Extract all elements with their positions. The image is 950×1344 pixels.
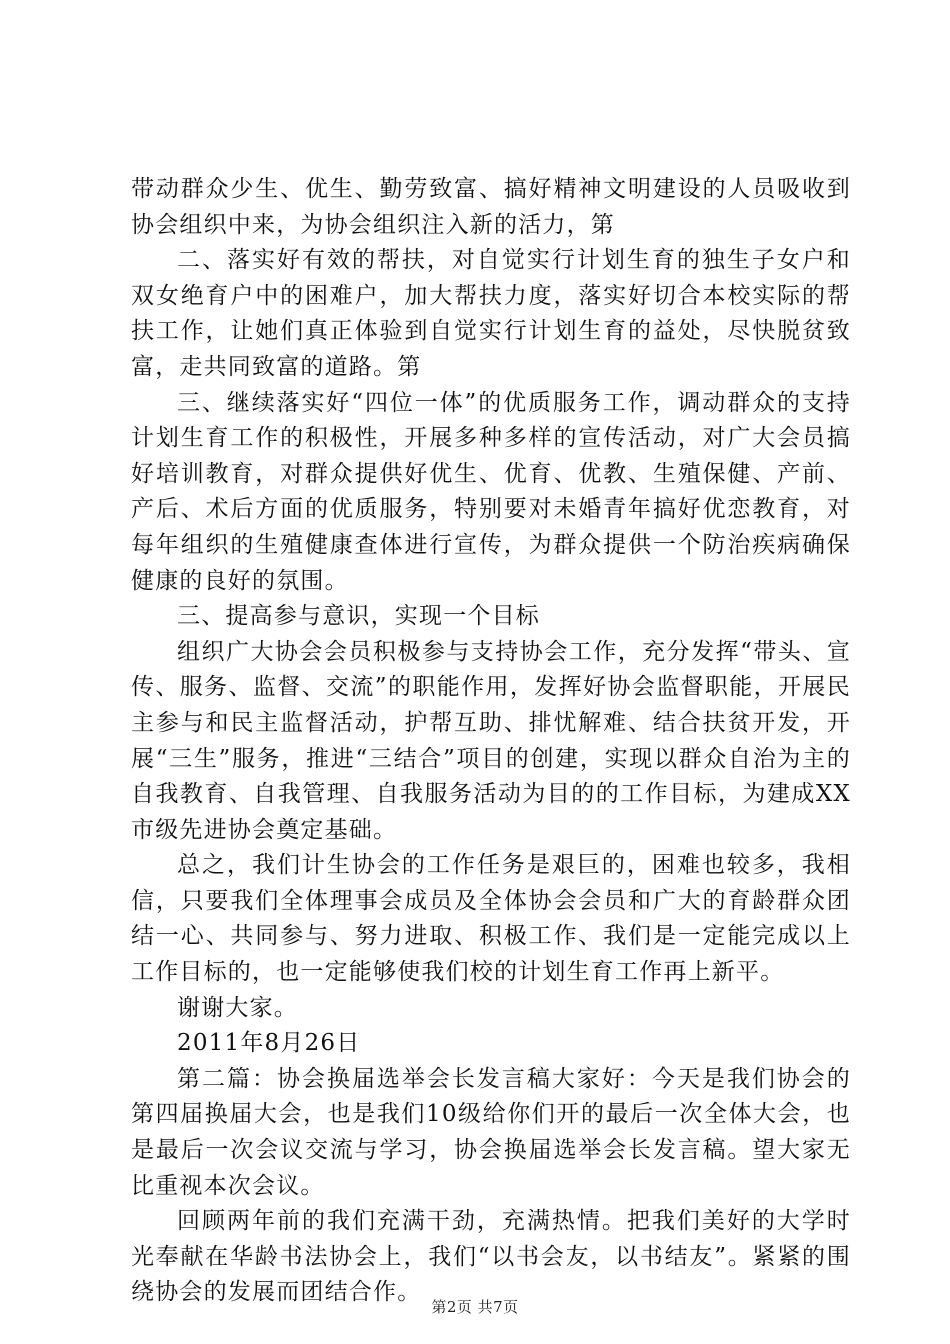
paragraph-continuation: 带动群众少生、优生、勤劳致富、搞好精神文明建设的人员吸收到协会组织中来，为协会组织注入新的活力，第 (131, 176, 851, 238)
paragraph-second-article: 第二篇：协会换届选举会长发言稿大家好：今天是我们协会的第四届换届大会，也是我们10级给你们开的最后一次全体大会，也是最后一次会议交流与学习，协会换届选举会长发言稿。望大家无比重视本次会议。 (131, 1065, 851, 1199)
paragraph-participation: 组织广大协会会员积极参与支持协会工作，充分发挥“带头、宣传、服务、监督、交流”的职能作用，发挥好协会监督职能，开展民主参与和民主监督活动，护帮互助、排忧解难、结合扶贫开发，开展“三生”服务，推进“三结合”项目的创建，实现以群众自治为主的自我教育、自我管理、自我服务活动为目的的工作目标，为建成XX市级先进协会奠定基础。 (131, 638, 851, 843)
paragraph-summary: 总之，我们计生协会的工作任务是艰巨的，困难也较多，我相信，只要我们全体理事会成员及全体协会会员和广大的育龄群众团结一心、共同参与、努力进取、积极工作、我们是一定能完成以上工作目标的，也一定能够使我们校的计划生育工作再上新平。 (131, 852, 851, 986)
paragraph-quality-service: 三、继续落实好“四位一体”的优质服务工作，调动群众的支持计划生育工作的积极性，开展多种多样的宣传活动，对广大会员搞好培训教育，对群众提供好优生、优育、优教、生殖保健、产前、产后、术后方面的优质服务，特别要对未婚青年搞好优恋教育，对每年组织的生殖健康查体进行宣传，为群众提供一个防治疾病确保健康的良好的氛围。 (131, 389, 851, 594)
page-number-footer: 第2页 共7页 (431, 1298, 519, 1316)
paragraph-assistance: 二、落实好有效的帮扶，对自觉实行计划生育的独生子女户和双女绝育户中的困难户，加大帮扶力度，落实好切合本校实际的帮扶工作，让她们真正体验到自觉实行计划生育的益处，尽快脱贫致富，走共同致富的道路。第 (131, 247, 851, 380)
section-heading: 三、提高参与意识，实现一个目标 (177, 603, 540, 630)
paragraph-thanks: 谢谢大家。 (177, 994, 298, 1021)
paragraph-date: 2011年8月26日 (177, 1030, 361, 1057)
paragraph-review: 回顾两年前的我们充满干劲，充满热情。把我们美好的大学时光奉献在华龄书法协会上，我们“以书会友，以书结友”。紧紧的围绕协会的发展而团结合作。 (131, 1208, 851, 1306)
document-body (131, 172, 851, 1311)
